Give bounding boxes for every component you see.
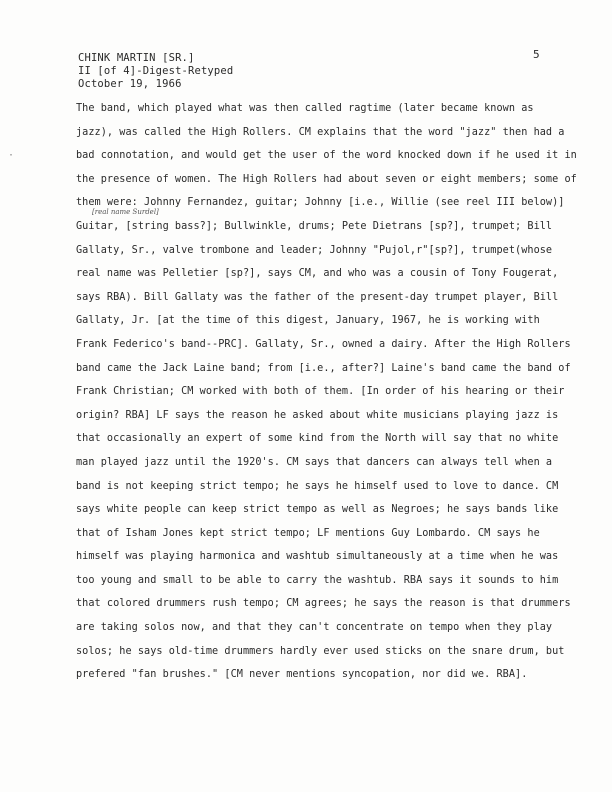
text-line: bad connotation, and would get the user of the word knocked down if he used it in — [76, 150, 577, 162]
text-line: himself was playing harmonica and washtub simultaneously at a time when he was — [76, 551, 559, 563]
text-line: too young and small to be able to carry the washtub. RBA says it sounds to him — [76, 574, 559, 586]
text-line: them were: Johnny Fernandez, guitar; Johnny [i.e., Willie (see reel III below)] — [76, 197, 565, 209]
text-line: Frank Federico's band--PRC]. Gallaty, Sr., owned a dairy. After the High Rollers — [76, 338, 571, 350]
text-line: band came the Jack Laine band; from [i.e., after?] Laine's band came the band of — [76, 362, 571, 374]
text-line: Frank Christian; CM worked with both of them. [In order of his hearing or their — [76, 386, 565, 398]
text-line: Guitar, [string bass?]; Bullwinkle, drums; Pete Dietrans [sp?], trumpet; Bill — [76, 220, 553, 232]
document-subtitle: II [of 4]-Digest-Retyped — [78, 65, 234, 77]
text-line: that occasionally an expert of some kind from the North will say that no white — [76, 433, 559, 445]
text-line: that colored drummers rush tempo; CM agrees; he says the reason is that drummers — [76, 598, 571, 610]
text-line: origin? RBA] LF says the reason he asked about white musicians playing jazz is — [76, 409, 559, 421]
text-line: man played jazz until the 1920's. CM says that dancers can always tell when a — [76, 456, 553, 468]
document-title: CHINK MARTIN [SR.] — [78, 52, 195, 64]
text-line: real name was Pelletier [sp?], says CM, and who was a cousin of Tony Fougerat, — [76, 268, 559, 280]
text-line: The band, which played what was then called ragtime (later became known as — [76, 103, 534, 114]
text-line: prefered "fan brushes." [CM never mentions syncopation, nor did we. RBA]. — [76, 669, 528, 681]
text-line: Gallaty, Sr., valve trombone and leader; Johnny "Pujol,r"[sp?], trumpet(whose — [76, 244, 553, 256]
text-line: the presence of women. The High Rollers had about seven or eight members; some of — [76, 173, 577, 185]
text-line: says white people can keep strict tempo as well as Negroes; he says bands like — [76, 504, 559, 516]
text-line: Gallaty, Jr. [at the time of this digest, January, 1967, he is working with — [76, 315, 540, 327]
body-text — [76, 97, 576, 687]
scan-speck: · — [8, 150, 15, 161]
text-line: says RBA). Bill Gallaty was the father of the present-day trumpet player, Bill — [76, 291, 559, 303]
text-line: are taking solos now, and that they can't concentrate on tempo when they play — [76, 622, 553, 634]
document-date: October 19, 1966 — [78, 78, 182, 90]
handwritten-annotation: [real name Surdel] — [92, 208, 159, 216]
text-line: that of Isham Jones kept strict tempo; LF mentions Guy Lombardo. CM says he — [76, 527, 540, 539]
text-line: band is not keeping strict tempo; he says he himself used to love to dance. CM — [76, 480, 559, 492]
page-number: 5 — [533, 48, 540, 61]
text-line: jazz), was called the High Rollers. CM explains that the word "jazz" then had a — [76, 126, 565, 138]
text-line: solos; he says old-time drummers hardly ever used sticks on the snare drum, but — [76, 645, 565, 657]
